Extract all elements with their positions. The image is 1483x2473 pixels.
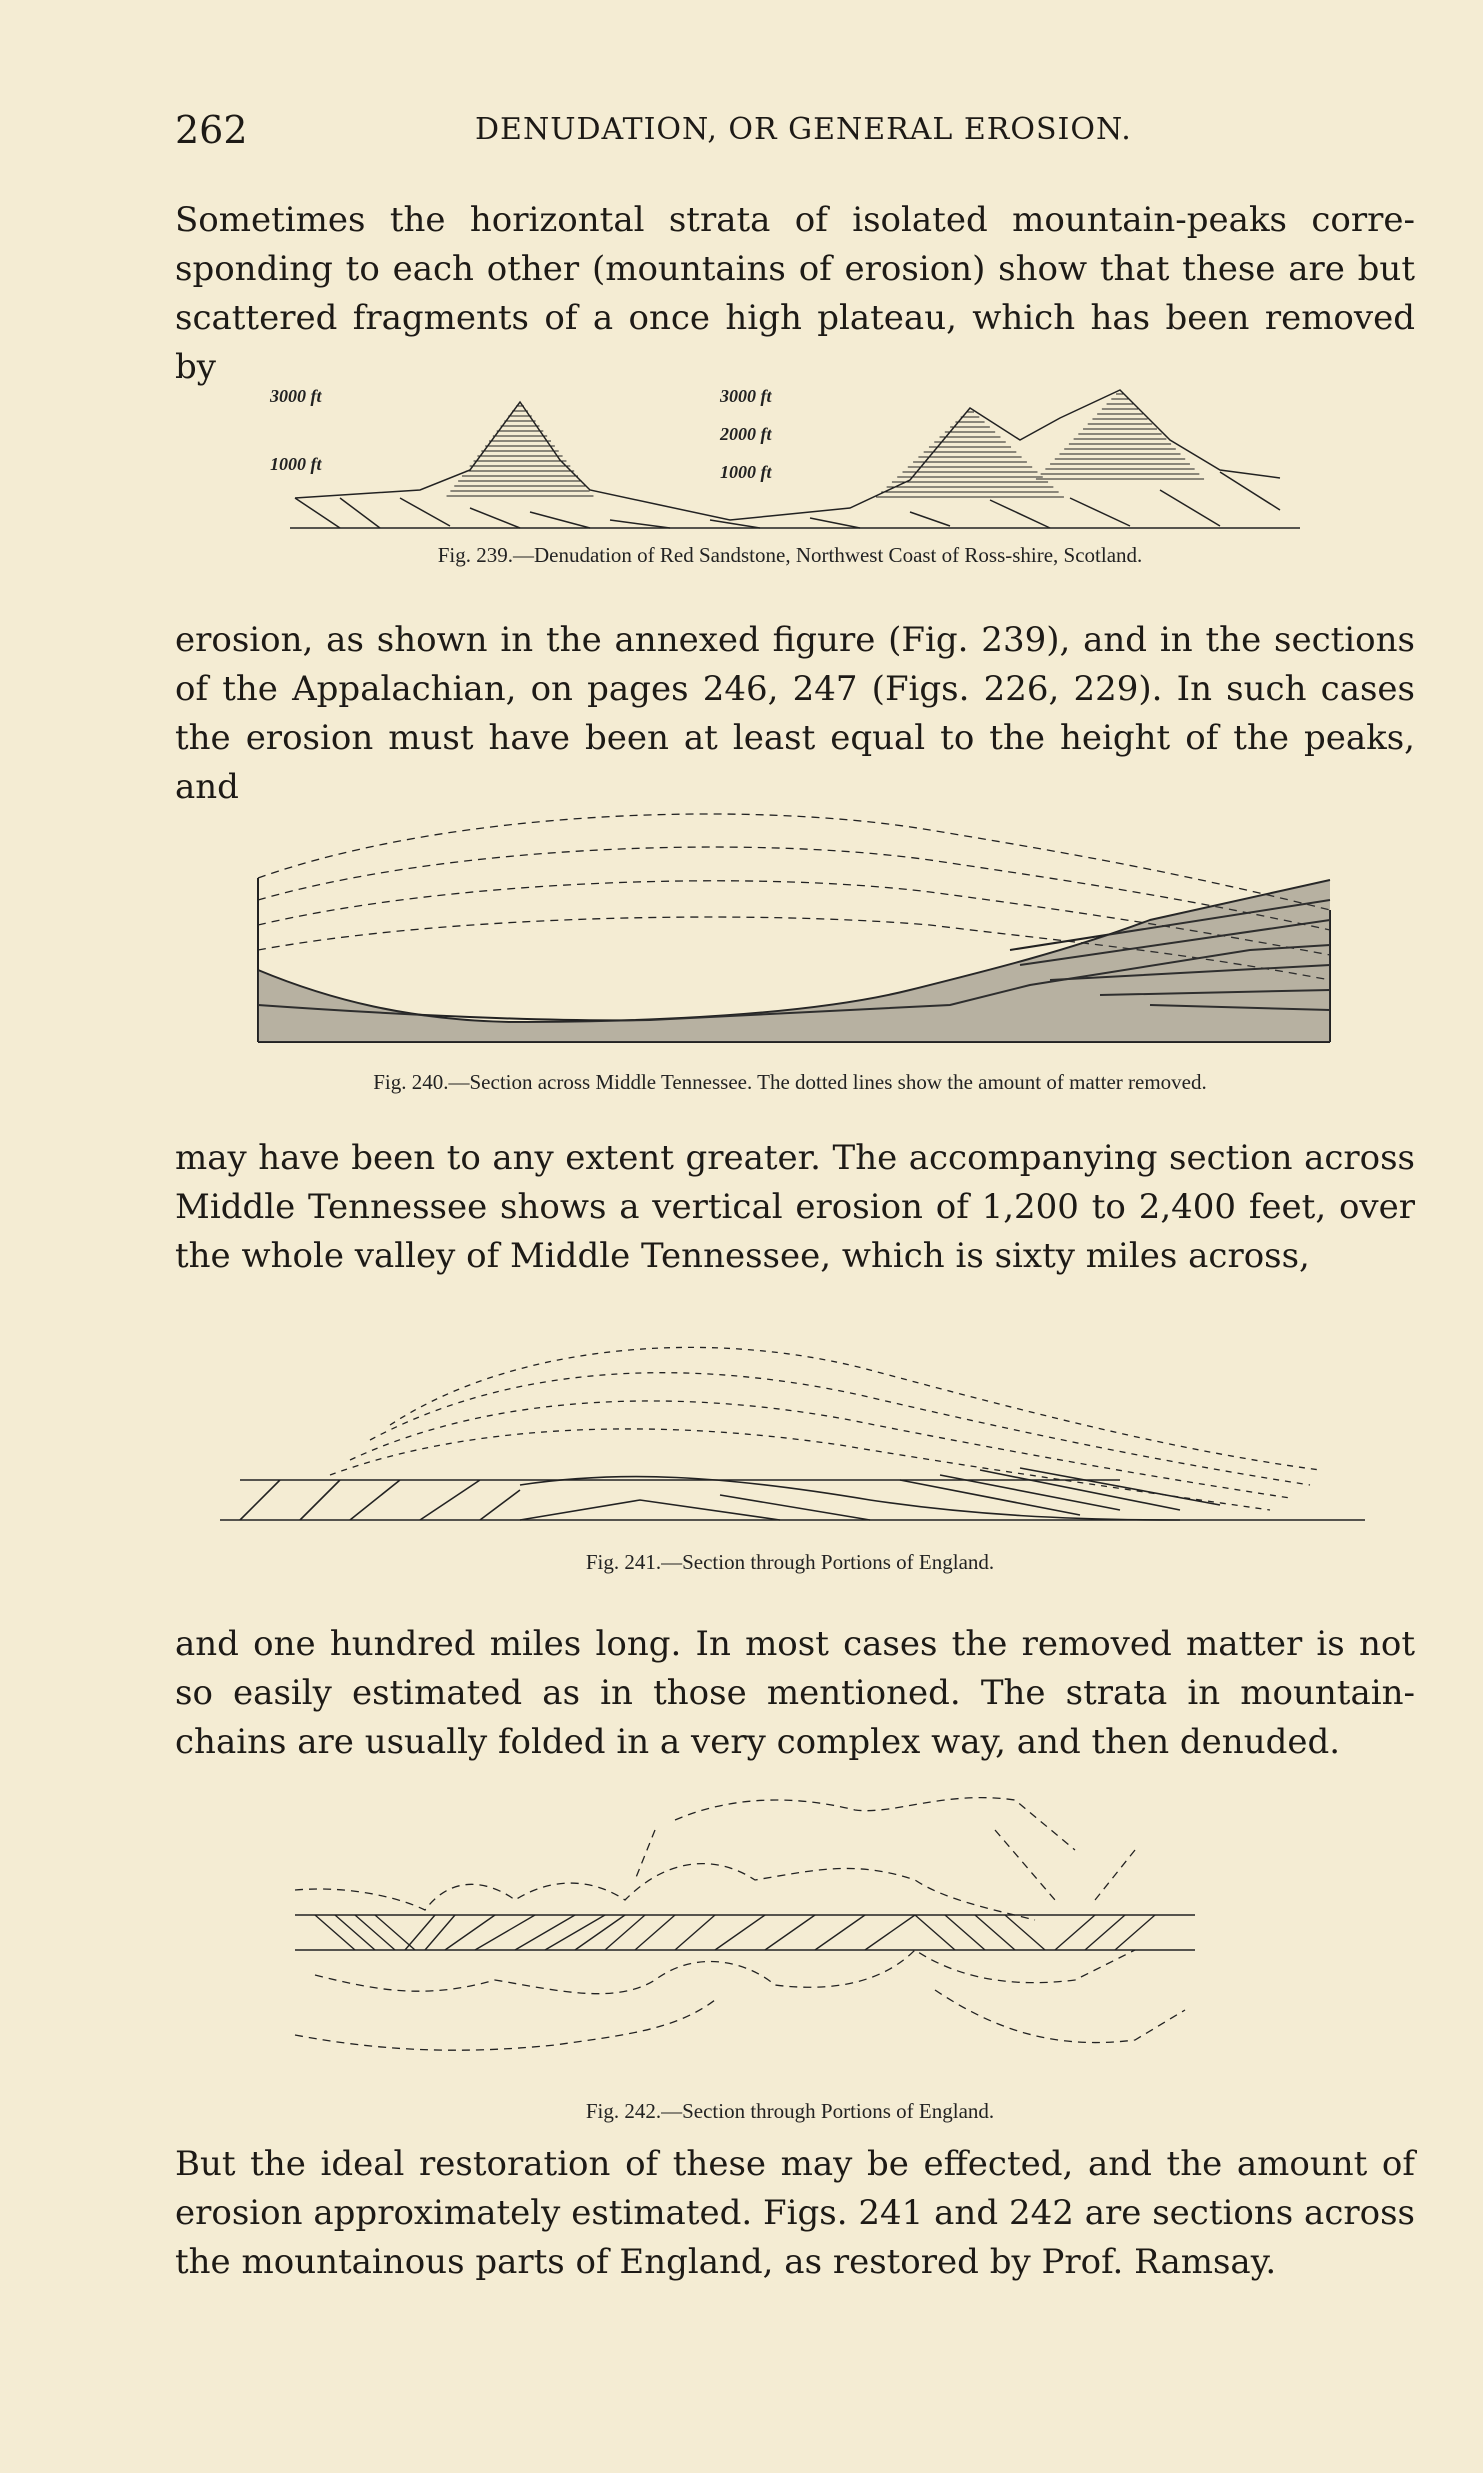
figure-242-illustration bbox=[295, 1790, 1305, 2080]
fig239-label-3000ft-left: 3000 ft bbox=[270, 386, 322, 406]
running-head: DENUDATION, OR GENERAL EROSION. bbox=[475, 112, 1132, 147]
fig239-label-2000ft-mid: 2000 ft bbox=[720, 424, 772, 444]
paragraph-1: Sometimes the horizontal strata of isolated mountain-peaks corre-sponding to each other (mountains of erosion) show that these are but scattered fragments of a once high plateau, which has been removed by bbox=[175, 200, 1415, 387]
figure-242-caption: Fig. 242.—Section through Portions of England. bbox=[585, 2099, 995, 2123]
fig239-label-1000ft-left: 1000 ft bbox=[270, 454, 322, 474]
figure-239-caption: Fig. 239.—Denudation of Red Sandstone, Northwest Coast of Ross-shire, Scotland. bbox=[437, 543, 1143, 567]
figure-241-caption: Fig. 241.—Section through Portions of England. bbox=[585, 1550, 995, 1574]
paragraph-4: and one hundred miles long. In most cases the removed matter is not so easily estimated as in those mentioned. The strata in mountain-chains are usually folded in a very complex way, and then denuded. bbox=[175, 1624, 1415, 1762]
fig239-label-3000ft-mid: 3000 ft bbox=[720, 386, 772, 406]
figure-241-illustration bbox=[220, 1320, 1370, 1530]
paragraph-3: may have been to any extent greater. The accompanying section across Middle Tennessee shows a vertical erosion of 1,200 to 2,400 feet, over the whole valley of Middle Tennessee, which is sixty miles across, bbox=[175, 1138, 1415, 1276]
figure-240-caption: Fig. 240.—Section across Middle Tennessee. The dotted lines show the amount of matter removed. bbox=[373, 1070, 1207, 1094]
figure-240-illustration bbox=[250, 800, 1340, 1050]
fig239-label-1000ft-mid: 1000 ft bbox=[720, 462, 772, 482]
paragraph-2: erosion, as shown in the annexed figure (Fig. 239), and in the sections of the Appalachian, on pages 246, 247 (Figs. 226, 229). In such cases the erosion must have been at least equal to the height of the peaks, and bbox=[175, 620, 1415, 807]
figure-239-illustration bbox=[270, 380, 1310, 540]
paragraph-5: But the ideal restoration of these may be effected, and the amount of erosion approximately estimated. Figs. 241 and 242 are sections across the mountainous parts of England, as restored by Prof. Ramsay. bbox=[175, 2144, 1415, 2282]
page-number: 262 bbox=[175, 108, 248, 152]
page-header bbox=[175, 108, 1313, 158]
